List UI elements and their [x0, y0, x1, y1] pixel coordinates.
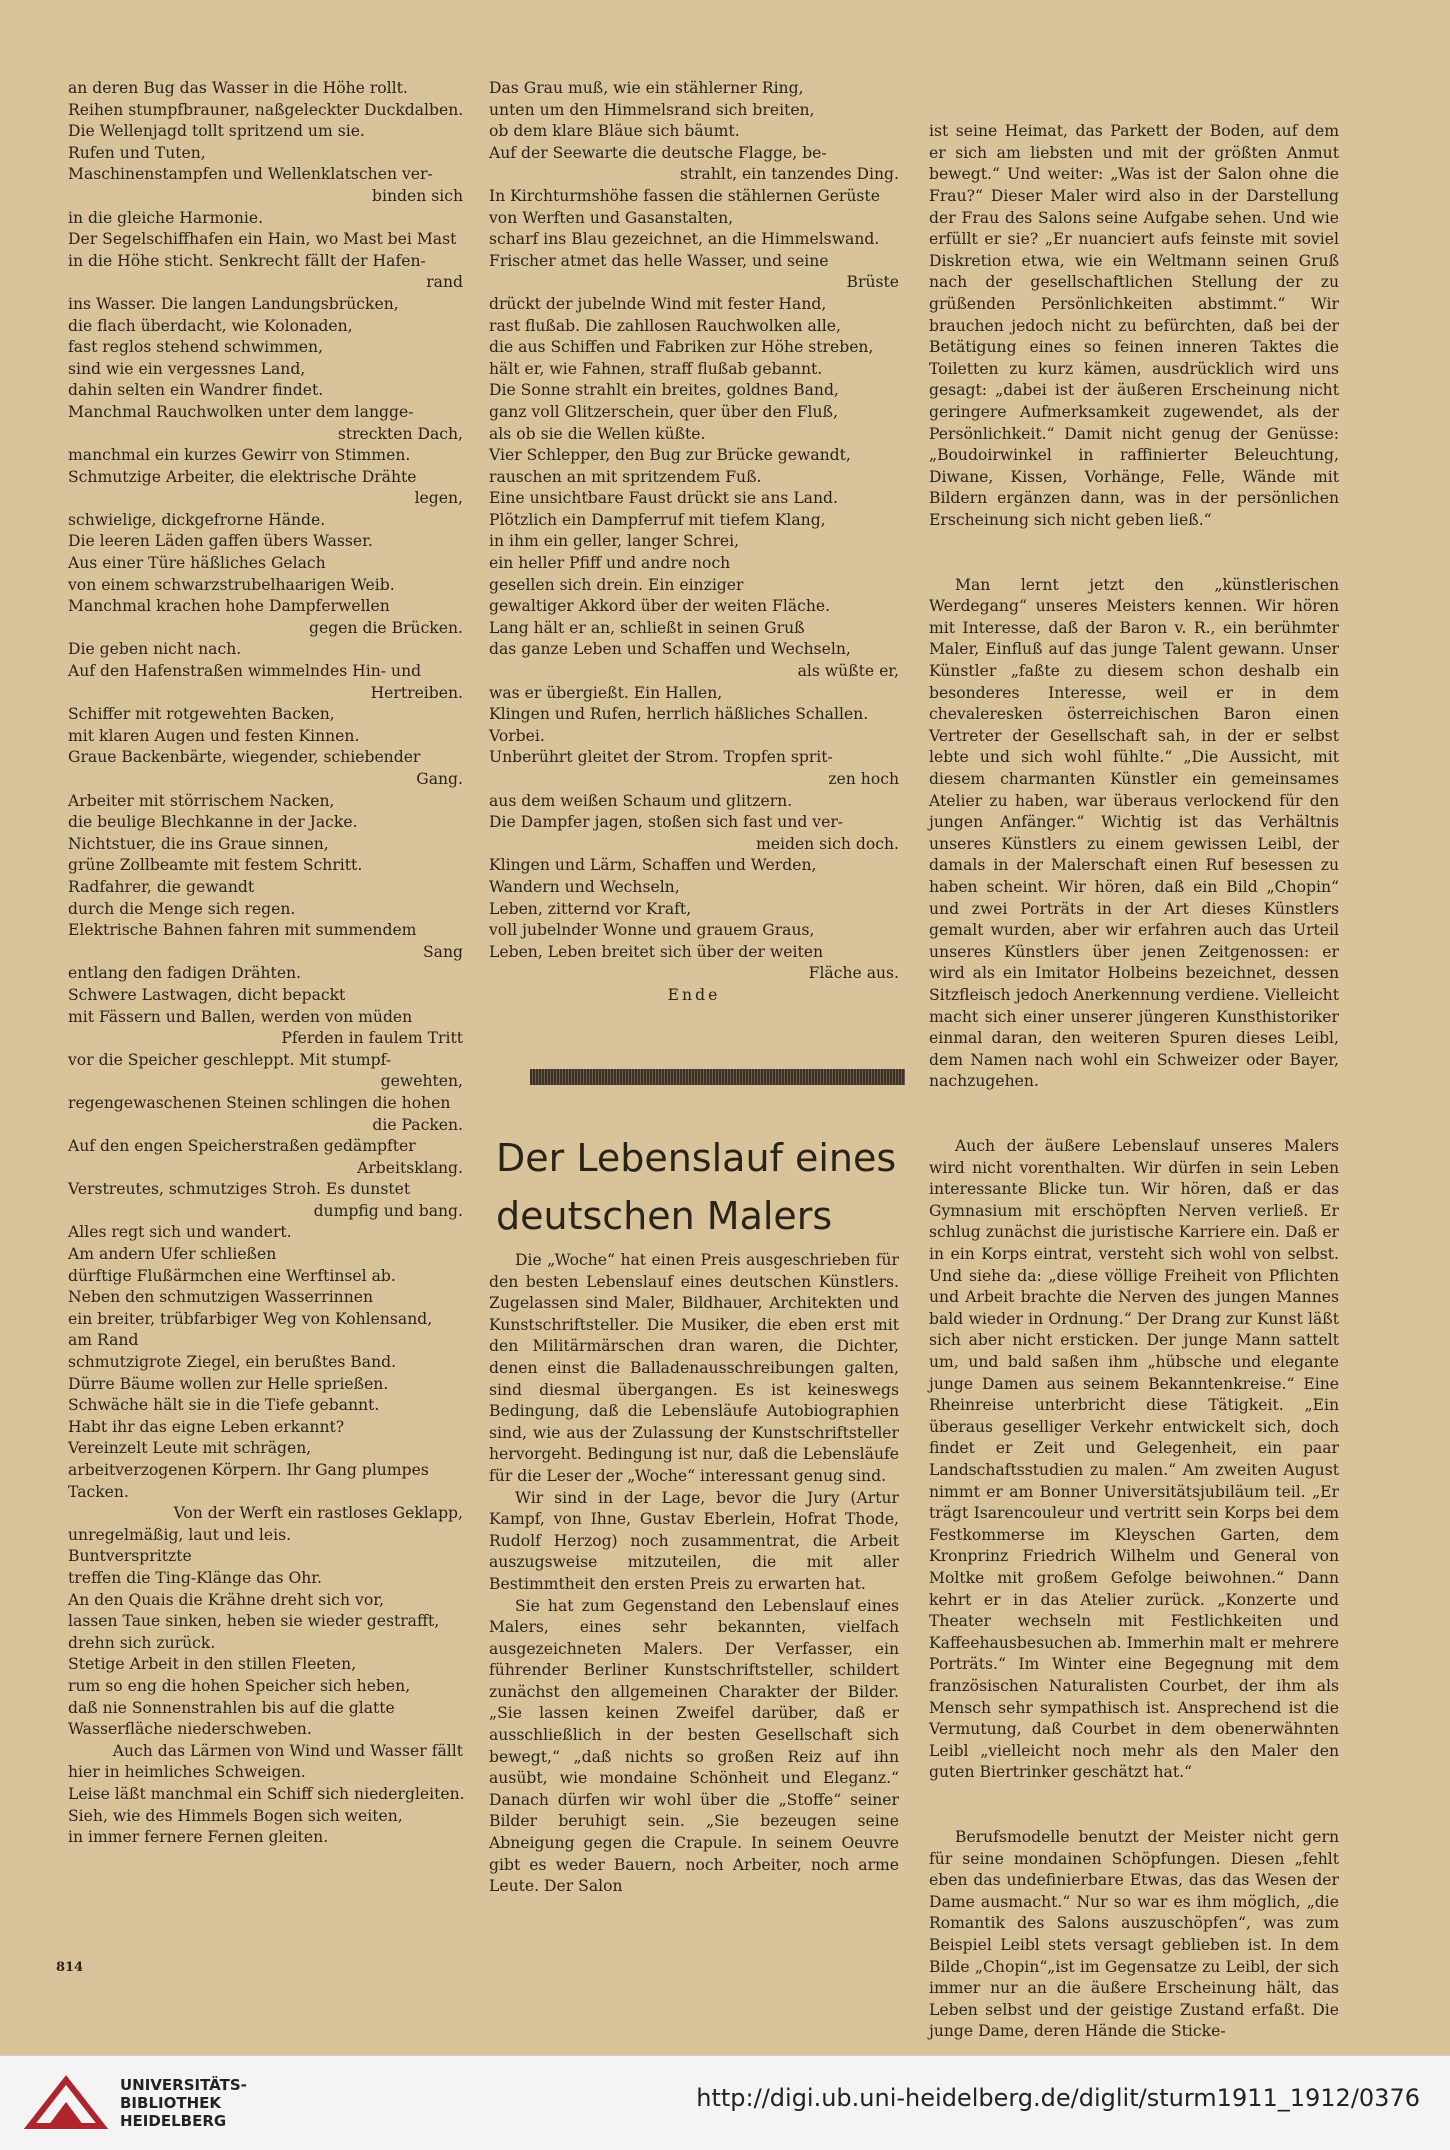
- text-line: sind wie ein vergessnes Land,: [68, 359, 306, 378]
- text-line: manchmal ein kurzes Gewirr von Stimmen.: [68, 446, 411, 465]
- library-name-line: HEIDELBERG: [120, 2112, 227, 2130]
- text-line: binden sich: [372, 186, 463, 205]
- text-line: Gang.: [416, 770, 463, 788]
- text-line: Auch das Lärmen von Wind und Wasser fällt: [112, 1741, 463, 1760]
- text-line: fast reglos stehend schwimmen,: [68, 338, 323, 357]
- viewer-footer: [0, 2055, 1450, 2150]
- text-line: aus dem weißen Schaum und glitzern.: [489, 791, 793, 810]
- text-line: dumpfig und bang.: [313, 1201, 463, 1220]
- text-line: als wüßte er,: [797, 662, 899, 681]
- article-paragraph: Man lernt jetzt den „künstlerischen Werdegang“ unseres Meisters kennen. Wir hören mit Interesse, daß der Baron v. R., ein berühmter Maler, Einfluß auf das junge Talent gewann. Unser Künstler „faßte zu diesem schon deshalb ein besonderes Interesse, weil er in dem chevaleresken österreichischen Baron einen Vertreter der Gesellschaft sah, in der er selbst lebte und sich wohl fühlte.“ „Die Aussicht, mit diesem charmanten Künstler ein gemeinsames Atelier zu haben, war überaus verlockend für den jungen Anfänger.“ Wichtig ist das Verhältnis unseres Künstlers zu einem gewissen Leibl, der damals in der Malerschaft einen Ruf besessen zu haben scheint. Wir hören, daß ein Bild „Chopin“ und zwei Porträts in der Art dieses Künstlers gemalt wurden, aber wir erfahren auch das Urteil unseres Künstlers über jenen Zeitgenossen: er wird als ein Imitator Holbeins bezeichnet, dessen Sitzfleisch jedoch Anerkennung verdiene. Vielleicht macht sich einer unserer jüngeren Kunsthistoriker einmal daran, den weiteren Spuren dieses Leibl, dem Namen nach wohl ein Schweizer oder Bayer, nachzugehen.: [929, 575, 1339, 1091]
- text-line: an deren Bug das Wasser in die Höhe rollt.: [68, 79, 408, 97]
- text-line: ins Wasser. Die langen Landungsbrücken,: [68, 294, 399, 313]
- text-line: gegen die Brücken.: [309, 618, 463, 637]
- text-line: Nichtstuer, die ins Graue sinnen,: [68, 834, 329, 853]
- text-line: am Rand: [68, 1331, 139, 1350]
- text-line: Wandern und Wechseln,: [489, 877, 680, 896]
- text-line: voll jubelnder Wonne und grauem Graus,: [489, 921, 815, 940]
- text-line: Buntverspritzte: [68, 1547, 192, 1566]
- text-line: Tacken.: [68, 1482, 129, 1501]
- text-line: zen hoch: [828, 770, 899, 788]
- text-line: Auf der Seewarte die deutsche Flagge, be-: [489, 143, 827, 162]
- text-line: durch die Menge sich regen.: [68, 899, 296, 918]
- text-line: Die Sonne strahlt ein breites, goldnes Band,: [489, 381, 839, 400]
- poem-column-middle: [489, 78, 899, 1007]
- text-line: rauschen an mit spritzendem Fuß.: [489, 467, 762, 486]
- text-line: Hertreiben.: [370, 683, 463, 702]
- text-line: Radfahrer, die gewandt: [68, 877, 255, 896]
- text-line: Eine unsichtbare Faust drückt sie ans Land.: [489, 489, 838, 508]
- text-line: was er übergießt. Ein Hallen,: [489, 683, 723, 702]
- text-line: Vereinzelt Leute mit schrägen,: [68, 1439, 312, 1458]
- text-line: die aus Schiffen und Fabriken zur Höhe streben,: [489, 338, 874, 357]
- text-line: hält er, wie Fahnen, straff flußab gebannt.: [489, 359, 823, 378]
- article-paragraph: Die „Woche“ hat einen Preis ausgeschrieben für den besten Lebenslauf eines deutschen Künstlers. Zugelassen sind Maler, Bildhauer, Architekten und Kunstschriftsteller. Die Musiker, die eben erst mit den Militärmärschen dran waren, die Dichter, denen einst die Balladenausschreibungen galten, sind diesmal übergangen. Es ist keineswegs Bedingung, daß die Lebensläufe Autobiographien sind, wie aus der Zulassung der Kunstschriftsteller hervorgeht. Bedingung ist nur, daß die Lebensläufe für die Leser der „Woche“ interessant genug sind.: [489, 1251, 899, 1485]
- text-line: drückt der jubelnde Wind mit fester Hand,: [489, 294, 827, 313]
- text-line: gewehten,: [380, 1072, 463, 1091]
- text-line: vor die Speicher geschleppt. Mit stumpf-: [68, 1050, 392, 1069]
- text-line: Von der Werft ein rastloses Geklapp,: [173, 1504, 463, 1523]
- text-line: In Kirchturmshöhe fassen die stählernen Gerüste: [489, 186, 880, 205]
- text-line: unten um den Himmelsrand sich breiten,: [489, 100, 815, 119]
- text-line: legen,: [414, 489, 463, 508]
- text-line: treffen die Ting-Klänge das Ohr.: [68, 1568, 322, 1587]
- text-line: Der Segelschiffhafen ein Hain, wo Mast bei Mast: [68, 230, 457, 249]
- text-line: Vier Schlepper, den Bug zur Brücke gewandt,: [489, 446, 851, 465]
- text-line: gewaltiger Akkord über der weiten Fläche.: [489, 597, 831, 616]
- text-line: rum so eng die hohen Speicher sich heben,: [68, 1676, 411, 1695]
- text-line: Schmutzige Arbeiter, die elektrische Drähte: [68, 467, 417, 486]
- text-line: Klingen und Lärm, Schaffen und Werden,: [489, 856, 817, 875]
- text-line: Dürre Bäume wollen zur Helle sprießen.: [68, 1374, 389, 1393]
- university-library-logo: [22, 2072, 110, 2134]
- text-line: daß nie Sonnenstrahlen bis auf die glatte: [68, 1698, 395, 1717]
- text-line: Klingen und Rufen, herrlich häßliches Schallen.: [489, 705, 869, 724]
- text-line: Leise läßt manchmal ein Schiff sich niedergleiten.: [68, 1784, 465, 1803]
- text-line: Manchmal krachen hohe Dampferwellen: [68, 597, 390, 616]
- text-line: dürftige Flußärmchen eine Werftinsel ab.: [68, 1266, 396, 1285]
- library-name: [120, 2076, 247, 2130]
- text-line: Auf den engen Speicherstraßen gedämpfter: [68, 1137, 416, 1156]
- text-line: Plötzlich ein Dampferruf mit tiefem Klang,: [489, 510, 826, 529]
- text-line: rand: [426, 273, 463, 292]
- text-line: Schwere Lastwagen, dicht bepackt: [68, 985, 346, 1004]
- text-line: Reihen stumpfbrauner, naßgeleckter Duckdalben.: [68, 100, 464, 119]
- text-line: ganz voll Glitzerschein, quer über den Fluß,: [489, 402, 838, 421]
- text-line: An den Quais die Krähne dreht sich vor,: [68, 1590, 384, 1609]
- article-column-right: [929, 78, 1339, 2086]
- text-line: scharf ins Blau gezeichnet, an die Himmelswand.: [489, 230, 880, 249]
- article-title-line1: Der Lebenslauf eines: [496, 1136, 897, 1180]
- article-paragraph: Sie hat zum Gegenstand den Lebenslauf eines Malers, eines sehr bekannten, vielfach ausgezeichneten Malers. Der Verfasser, ein führender Berliner Kunstschriftsteller, schildert zunächst den allgemeinen Charakter der Bilder. „Sie lassen keinen Zweifel darüber, daß er ausschließlich in der besten Gesellschaft sich bewegt,“ „daß nichts so großen Reiz auf ihn ausübt, wie mondaine Schönheit und Eleganz.“ Danach dürfen wir wohl über die „Stoffe“ seiner Bilder beruhigt sein. „Sie bezeugen seine Abneigung gegen die Crapule. In seinem Oeuvre gibt es weder Bauern, noch Arbeiter, noch arme Leute. Der Salon: [489, 1596, 899, 1896]
- text-line: unregelmäßig, laut und leis.: [68, 1525, 292, 1544]
- text-line: strahlt, ein tanzendes Ding.: [679, 165, 899, 184]
- text-line: Manchmal Rauchwolken unter dem langge-: [68, 402, 414, 421]
- text-line: dahin selten ein Wandrer findet.: [68, 381, 324, 400]
- text-line: Verstreutes, schmutziges Stroh. Es dunstet: [68, 1180, 411, 1199]
- text-line: Sieh, wie des Himmels Bogen sich weiten,: [68, 1806, 403, 1825]
- article-paragraph: Berufsmodelle benutzt der Meister nicht gern für seine mondainen Schöpfungen. Diesen „fehlt eben das undefinierbare Etwas, das das Wesen der Dame ausmacht.“ Nur so war es ihm möglich, „die Romantik des Salons auszuschöpfen“, was zum Beispiel Leibl stets versagt geblieben ist. In dem Bilde „Chopin“„ist im Gegensatze zu Leibl, der sich immer nur an die äußere Erscheinung hält, das Leben selbst und der geistige Zustand erfaßt. Die junge Dame, deren Hände die Sticke-: [929, 1828, 1339, 2041]
- text-line: schmutzigrote Ziegel, ein berußtes Band.: [68, 1353, 397, 1372]
- text-line: Habt ihr das eigne Leben erkannt?: [68, 1417, 345, 1436]
- text-line: gesellen sich drein. Ein einziger: [489, 575, 744, 594]
- text-line: in immer fernere Fernen gleiten.: [68, 1828, 329, 1847]
- article-paragraph: Wir sind in der Lage, bevor die Jury (Artur Kampf, von Ihne, Gustav Eberlein, Hofrat Thode, Rudolf Herzog) noch zusammentrat, die Arbeit auszugsweise mitzuteilen, die mit aller Bestimmtheit den ersten Preis zu erwarten hat.: [489, 1488, 899, 1593]
- text-line: regengewaschenen Steinen schlingen die hohen: [68, 1093, 451, 1112]
- text-line: Schiffer mit rotgewehten Backen,: [68, 705, 335, 724]
- text-line: lassen Taue sinken, heben sie wieder gestrafft,: [68, 1612, 440, 1631]
- article-title-line2: deutschen Malers: [496, 1194, 833, 1238]
- text-line: das ganze Leben und Schaffen und Wechseln,: [489, 640, 851, 659]
- text-line: in die Höhe sticht. Senkrecht fällt der Hafen-: [68, 251, 426, 270]
- text-line: Frischer atmet das helle Wasser, und seine: [489, 251, 829, 270]
- text-line: Die Wellenjagd tollt spritzend um sie.: [68, 122, 365, 141]
- text-line: ob dem klare Bläue sich bäumt.: [489, 122, 740, 141]
- text-line: Rufen und Tuten,: [68, 143, 206, 162]
- text-line: von einem schwarzstrubelhaarigen Weib.: [68, 575, 395, 594]
- text-line: Das Grau muß, wie ein stählerner Ring,: [489, 79, 804, 97]
- text-line: Unberührt gleitet der Strom. Tropfen sprit-: [489, 748, 833, 767]
- text-line: grüne Zollbeamte mit festem Schritt.: [68, 856, 363, 875]
- text-line: Auf den Hafenstraßen wimmelndes Hin- und: [68, 662, 422, 681]
- text-line: Vorbei.: [489, 726, 545, 745]
- text-line: ein heller Pfiff und andre noch: [489, 554, 731, 573]
- page-number: 814: [56, 1960, 84, 1975]
- text-line: Sang: [422, 942, 463, 961]
- text-line: Wasserfläche niederschweben.: [68, 1720, 312, 1739]
- source-url-link[interactable]: http://digi.ub.uni-heidelberg.de/diglit/sturm1911_1912/0376: [696, 2084, 1420, 2112]
- library-name-line: BIBLIOTHEK: [120, 2094, 221, 2112]
- poem-column-left: [68, 78, 463, 1849]
- text-line: Die Dampfer jagen, stoßen sich fast und ver-: [489, 813, 844, 832]
- text-line: meiden sich doch.: [755, 834, 899, 853]
- library-name-line: UNIVERSITÄTS-: [120, 2076, 247, 2094]
- text-line: Leben, Leben breitet sich über der weiten: [489, 942, 824, 961]
- article-body: [489, 1250, 899, 1898]
- text-line: die flach überdacht, wie Kolonaden,: [68, 316, 353, 335]
- text-line: in die gleiche Harmonie.: [68, 208, 264, 227]
- text-line: Schwäche hält sie in die Tiefe gebannt.: [68, 1396, 380, 1415]
- text-line: Aus einer Türe häßliches Gelach: [68, 554, 326, 573]
- text-line: mit klaren Augen und festen Kinnen.: [68, 726, 360, 745]
- text-line: ein breiter, trübfarbiger Weg von Kohlensand,: [68, 1309, 433, 1328]
- text-line: die beulige Blechkanne in der Jacke.: [68, 813, 358, 832]
- text-line: mit Fässern und Ballen, werden von müden: [68, 1007, 413, 1026]
- text-line: Neben den schmutzigen Wasserrinnen: [68, 1288, 374, 1307]
- text-line: in ihm ein geller, langer Schrei,: [489, 532, 740, 551]
- text-line: Am andern Ufer schließen: [68, 1245, 277, 1264]
- text-line: Arbeitsklang.: [357, 1158, 463, 1177]
- text-line: Brüste: [846, 273, 899, 292]
- text-line: Alles regt sich und wandert.: [68, 1223, 292, 1242]
- text-line: als ob sie die Wellen küßte.: [489, 424, 706, 443]
- text-line: schwielige, dickgefrorne Hände.: [68, 510, 326, 529]
- article-paragraph: Auch der äußere Lebenslauf unseres Malers wird nicht vorenthalten. Wir dürfen in sein Leben interessante Blicke tun. Wir hören, daß er das Gymnasium mit erschöpften Nerven verließ. Er schlug zunächst die juristische Karriere ein. Daß er in ein Korps eintrat, versteht sich wohl von selbst. Und siehe da: „diese völlige Freiheit von Pflichten und Arbeit brachte die Nerven des jungen Mannes bald wieder in Ordnung.“ Der Drang zur Kunst läßt sich aber nicht ersticken. Der junge Mann sattelt um, und bald saßen ihm „hübsche und elegante junge Damen aus seinem Bekanntenkreise.“ Eine Rheinreise unterbricht diese Tätigkeit. „Ein überaus geselliger Verkehr entwickelt sich, doch findet er Zeit und Gelegenheit, ein paar Landschaftsstudien zu malen.“ Am zweiten August nimmt er am Bonner Universitätsjubiläum teil. „Er trägt Isarencouleur und vertritt sein Korps bei dem Festkommerse im Kleyschen Garten, dem Kronprinz Friedrich Wilhelm und General von Moltke mit großem Gefolge beiwohnen.“ Dann kehrt er in das Atelier zurück. „Konzerte und Theater wechseln mit Festlichkeiten und Kaffeehausbesuchen ab. Immerhin malt er mehrere Porträts.“ Im Winter eine Begegnung mit dem französischen Naturalisten Courbet, der ihm als Mensch sehr sympathisch ist. Ansprechend ist die Vermutung, daß Courbet in dem obenerwähnten Leibl „vielleicht noch mehr als den Maler den guten Biertrinker geschätzt hat.“: [929, 1137, 1339, 1782]
- text-line: von Werften und Gasanstalten,: [489, 208, 734, 227]
- section-divider: [530, 1069, 905, 1085]
- text-line: Leben, zitternd vor Kraft,: [489, 899, 692, 918]
- text-line: Die leeren Läden gaffen übers Wasser.: [68, 532, 373, 551]
- text-line: Lang hält er an, schließt in seinen Gruß: [489, 618, 805, 637]
- text-line: die Packen.: [372, 1115, 463, 1134]
- poem-end-label: Ende: [667, 985, 721, 1004]
- article-paragraph: ist seine Heimat, das Parkett der Boden, auf dem er sich am liebsten und mit der größten Anmut bewegt.“ Und weiter: „Was ist der Salon ohne die Frau?“ Dieser Maler wird also in der Darstellung der Frau des Salons seine Aufgabe sehen. Und wie erfüllt er sie? „Er nuanciert aufs feinste mit soviel Diskretion etwa, wie ein Weltmann seinen Gruß nach der gesellschaftlichen Stellung der zu grüßenden Persönlichkeiten abstimmt.“ Wir brauchen jedoch nicht zu befürchten, daß bei der Betätigung eines so feinen inneren Taktes die Toiletten zu kurz kämen, ausdrücklich wird uns gesagt: „dabei ist der äußeren Erscheinung nicht geringere Aufmerksamkeit zugewendet, als der Persönlichkeit.“ Damit nicht genug der Genüsse: „Boudoirwinkel in raffinierter Beleuchtung, Diwane, Kissen, Vorhänge, Felle, Wände mit Bildern ergänzen dann, was in der persönlichen Erscheinung sich nicht geben ließ.“: [929, 122, 1339, 529]
- text-line: streckten Dach,: [337, 424, 463, 443]
- text-line: Stetige Arbeit in den stillen Fleeten,: [68, 1655, 357, 1674]
- text-line: Fläche aus.: [808, 964, 899, 983]
- text-line: drehn sich zurück.: [68, 1633, 216, 1652]
- text-line: Maschinenstampfen und Wellenklatschen ver-: [68, 165, 433, 184]
- text-line: arbeitverzogenen Körpern. Ihr Gang plumpes: [68, 1461, 429, 1479]
- text-line: Elektrische Bahnen fahren mit summendem: [68, 921, 417, 940]
- text-line: Die geben nicht nach.: [68, 640, 242, 659]
- text-line: Graue Backenbärte, wiegender, schiebender: [68, 748, 421, 767]
- text-line: rast flußab. Die zahllosen Rauchwolken alle,: [489, 316, 841, 335]
- text-line: Arbeiter mit störrischem Nacken,: [68, 791, 335, 810]
- text-line: entlang den fadigen Drähten.: [68, 964, 302, 983]
- text-line: Pferden in faulem Tritt: [281, 1029, 463, 1048]
- text-line: hier in heimliches Schweigen.: [68, 1763, 306, 1782]
